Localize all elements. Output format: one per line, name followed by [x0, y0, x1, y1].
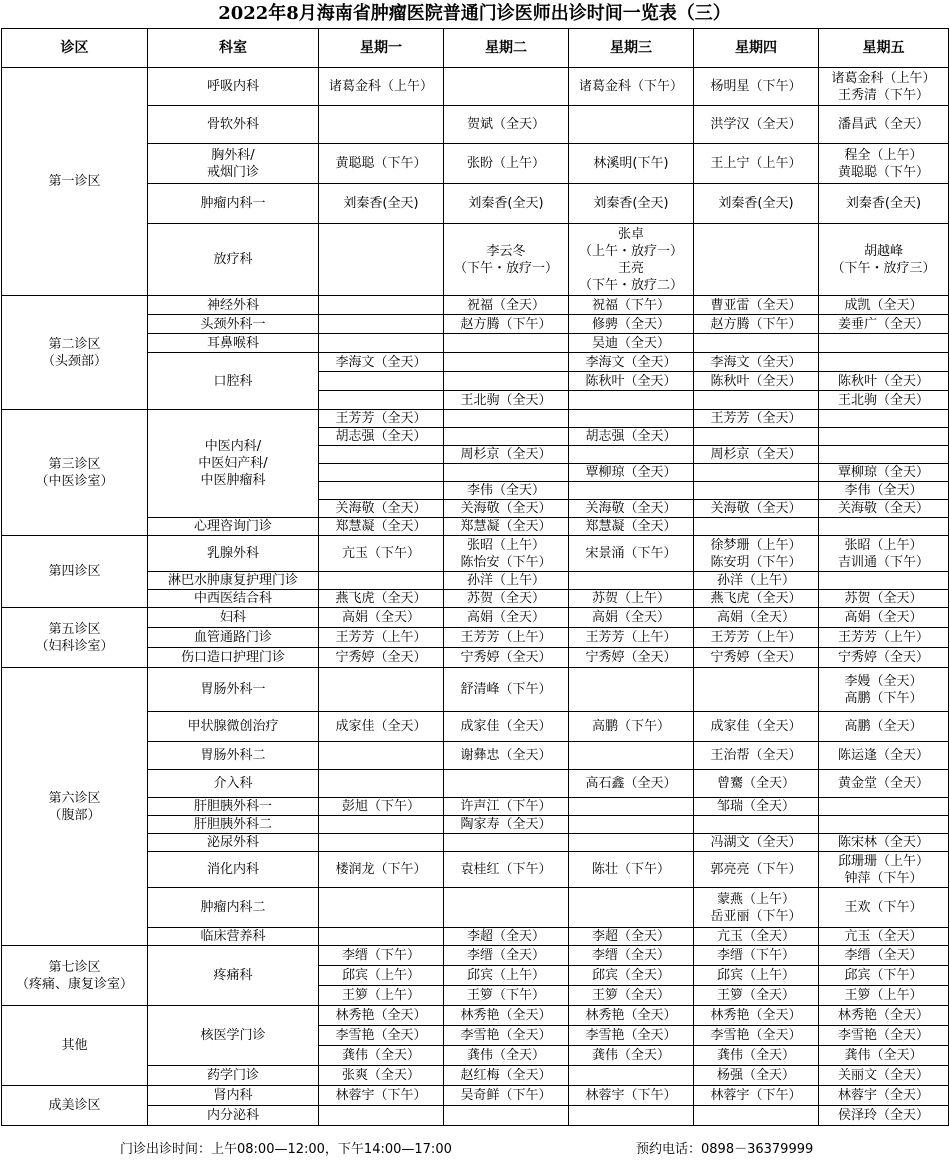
- doctor-cell: 吴迪（全天）: [569, 334, 694, 353]
- doctor-cell: 覃柳琼（全天）: [569, 464, 694, 482]
- doctor-cell: 邱宾（上午）: [319, 966, 444, 986]
- doctor-cell: [569, 410, 694, 428]
- department-cell: 泌尿外科: [148, 834, 319, 852]
- doctor-cell: [819, 518, 949, 536]
- doctor-cell: [319, 928, 444, 946]
- doctor-cell: 杨强（全天）: [694, 1066, 819, 1086]
- doctor-cell: 龚伟（全天）: [694, 1046, 819, 1066]
- doctor-cell: [569, 572, 694, 590]
- doctor-cell: 张卓 （上午・放疗一） 王亮 （下午・放疗二）: [569, 224, 694, 296]
- doctor-cell: 刘秦香(全天): [319, 184, 444, 224]
- department-cell: 放疗科: [148, 224, 319, 296]
- doctor-cell: [819, 572, 949, 590]
- table-row: [2, 296, 949, 315]
- doctor-cell: 张爽（全天）: [319, 1066, 444, 1086]
- department-cell: 胃肠外科一: [148, 668, 319, 712]
- doctor-cell: 邱宾（全天）: [569, 966, 694, 986]
- doctor-cell: 林秀艳（全天）: [694, 1006, 819, 1026]
- doctor-cell: 成家佳（全天）: [319, 712, 444, 742]
- doctor-cell: 周杉京（全天）: [444, 446, 569, 464]
- doctor-cell: 关丽文（全天）: [819, 1066, 949, 1086]
- doctor-cell: [319, 464, 444, 482]
- doctor-cell: 姜垂广（全天）: [819, 315, 949, 334]
- department-cell: 肿瘤内科二: [148, 888, 319, 928]
- doctor-cell: 李缙（全天）: [819, 946, 949, 966]
- zone-cell: 其他: [2, 1006, 148, 1086]
- doctor-cell: 成凯（全天）: [819, 296, 949, 315]
- doctor-cell: 苏贺（全天）: [819, 590, 949, 608]
- doctor-cell: [444, 464, 569, 482]
- doctor-cell: [819, 798, 949, 816]
- doctor-cell: 高娟（全天）: [569, 608, 694, 628]
- doctor-cell: 王欢（下午）: [819, 888, 949, 928]
- table-row: [2, 1006, 949, 1026]
- doctor-cell: 王箩（下午）: [444, 986, 569, 1006]
- header-friday: 星期五: [819, 29, 949, 68]
- department-cell: 口腔科: [148, 353, 319, 410]
- doctor-cell: 林蓉宇（全天）: [819, 1086, 949, 1106]
- doctor-cell: 楼润龙（下午）: [319, 852, 444, 888]
- doctor-cell: 亢玉（全天）: [819, 928, 949, 946]
- doctor-cell: 谢彝忠（全天）: [444, 742, 569, 770]
- doctor-cell: [319, 816, 444, 834]
- department-cell: 胸外科/ 戒烟门诊: [148, 144, 319, 184]
- zone-cell: 第四诊区: [2, 536, 148, 608]
- doctor-cell: 宁秀婷（全天）: [819, 648, 949, 668]
- doctor-cell: 邱宾（上午）: [694, 966, 819, 986]
- doctor-cell: 陈壮（下午）: [569, 852, 694, 888]
- doctor-cell: 王箩（上午）: [319, 986, 444, 1006]
- department-cell: 消化内科: [148, 852, 319, 888]
- department-cell: 中西医结合科: [148, 590, 319, 608]
- table-row: [2, 1086, 949, 1106]
- doctor-cell: 张盼（上午）: [444, 144, 569, 184]
- header-department: 科室: [148, 29, 319, 68]
- doctor-cell: 刘秦香(全天): [694, 184, 819, 224]
- doctor-cell: 赵红梅（全天）: [444, 1066, 569, 1086]
- doctor-cell: [319, 668, 444, 712]
- department-cell: 肾内科: [148, 1086, 319, 1106]
- doctor-cell: 冯湖文（全天）: [694, 834, 819, 852]
- doctor-cell: 覃柳琼（全天）: [819, 464, 949, 482]
- header-monday: 星期一: [319, 29, 444, 68]
- doctor-cell: [694, 391, 819, 410]
- header-zone: 诊区: [2, 29, 148, 68]
- doctor-cell: [319, 334, 444, 353]
- doctor-cell: [319, 106, 444, 144]
- zone-cell: 第五诊区 （妇科诊室）: [2, 608, 148, 668]
- doctor-cell: 高娟（全天）: [319, 608, 444, 628]
- header-wednesday: 星期三: [569, 29, 694, 68]
- doctor-cell: [569, 888, 694, 928]
- department-cell: 血管通路门诊: [148, 628, 319, 648]
- department-cell: 内分泌科: [148, 1106, 319, 1126]
- department-cell: 核医学门诊: [148, 1006, 319, 1066]
- doctor-cell: 孙洋（上午）: [694, 572, 819, 590]
- doctor-cell: 陈运逢（全天）: [819, 742, 949, 770]
- doctor-cell: [819, 446, 949, 464]
- doctor-cell: 李缙（全天）: [444, 946, 569, 966]
- doctor-cell: 刘秦香(全天): [444, 184, 569, 224]
- doctor-cell: 关海敬（全天）: [319, 500, 444, 518]
- doctor-cell: [819, 410, 949, 428]
- table-row: [2, 410, 949, 428]
- department-cell: 耳鼻喉科: [148, 334, 319, 353]
- doctor-cell: 舒清峰（下午）: [444, 668, 569, 712]
- doctor-cell: 赵方腾（下午）: [694, 315, 819, 334]
- doctor-cell: [819, 816, 949, 834]
- doctor-cell: [819, 334, 949, 353]
- doctor-cell: 苏贺（全天）: [444, 590, 569, 608]
- doctor-cell: [694, 482, 819, 500]
- doctor-cell: 李雪艳（全天）: [694, 1026, 819, 1046]
- doctor-cell: 王芳芳（全天）: [319, 410, 444, 428]
- doctor-cell: 郑慧凝（全天）: [319, 518, 444, 536]
- doctor-cell: 刘秦香(全天): [819, 184, 949, 224]
- doctor-cell: [444, 888, 569, 928]
- doctor-cell: [319, 224, 444, 296]
- department-cell: 骨软外科: [148, 106, 319, 144]
- doctor-cell: 龚伟（全天）: [444, 1046, 569, 1066]
- doctor-cell: 王治帮（全天）: [694, 742, 819, 770]
- department-cell: 妇科: [148, 608, 319, 628]
- doctor-cell: 李嫚（全天） 高鹏（下午）: [819, 668, 949, 712]
- doctor-cell: [444, 353, 569, 372]
- doctor-cell: 王箩（全天）: [569, 986, 694, 1006]
- doctor-cell: [569, 106, 694, 144]
- doctor-cell: [319, 834, 444, 852]
- doctor-cell: 陈秋叶（全天）: [819, 372, 949, 391]
- doctor-cell: 高鹏（全天）: [819, 712, 949, 742]
- doctor-cell: [319, 742, 444, 770]
- doctor-cell: 陈秋叶（全天）: [694, 372, 819, 391]
- doctor-cell: 宁秀婷（全天）: [319, 648, 444, 668]
- doctor-cell: 燕飞虎（全天）: [319, 590, 444, 608]
- doctor-cell: 李雪艳（全天）: [444, 1026, 569, 1046]
- doctor-cell: [569, 816, 694, 834]
- doctor-cell: 潘昌武（全天）: [819, 106, 949, 144]
- table-row: [2, 68, 949, 106]
- doctor-cell: 杨明星（下午）: [694, 68, 819, 106]
- doctor-cell: [319, 296, 444, 315]
- department-cell: 胃肠外科二: [148, 742, 319, 770]
- doctor-cell: 李海文（全天）: [694, 353, 819, 372]
- doctor-cell: 袁桂红（下午）: [444, 852, 569, 888]
- doctor-cell: 陈秋叶（全天）: [569, 372, 694, 391]
- doctor-cell: 邱珊珊（上午） 钟萍（下午）: [819, 852, 949, 888]
- doctor-cell: 王芳芳（上午）: [569, 628, 694, 648]
- doctor-cell: [694, 428, 819, 446]
- doctor-cell: 彭旭（下午）: [319, 798, 444, 816]
- doctor-cell: 王北驹（全天）: [819, 391, 949, 410]
- doctor-cell: 林溪明(下午): [569, 144, 694, 184]
- zone-cell: 第六诊区 （腹部）: [2, 668, 148, 946]
- doctor-cell: 高娟（全天）: [819, 608, 949, 628]
- doctor-cell: [444, 428, 569, 446]
- doctor-cell: 郑慧凝（全天）: [444, 518, 569, 536]
- doctor-cell: 程全（上午） 黄聪聪（下午）: [819, 144, 949, 184]
- doctor-cell: 许声江（下午）: [444, 798, 569, 816]
- doctor-cell: 刘秦香(全天): [569, 184, 694, 224]
- doctor-cell: 祝福（下午）: [569, 296, 694, 315]
- doctor-cell: [694, 518, 819, 536]
- doctor-cell: 胡志强（全天）: [319, 428, 444, 446]
- doctor-cell: [319, 1106, 444, 1126]
- doctor-cell: [319, 888, 444, 928]
- zone-cell: 第二诊区 （头颈部）: [2, 296, 148, 410]
- page-title: 2022年8月海南省肿瘤医院普通门诊医师出诊时间一览表（三）: [218, 3, 731, 24]
- doctor-cell: 李缙（下午）: [319, 946, 444, 966]
- doctor-cell: 张昭（上午） 吉训通（下午）: [819, 536, 949, 572]
- doctor-cell: 李伟（全天）: [819, 482, 949, 500]
- department-cell: 肿瘤内科一: [148, 184, 319, 224]
- doctor-cell: 李海文（全天）: [569, 353, 694, 372]
- zone-cell: 第一诊区: [2, 68, 148, 296]
- doctor-cell: 成家佳（全天）: [694, 712, 819, 742]
- doctor-cell: 高石鑫（全天）: [569, 770, 694, 798]
- doctor-cell: [694, 334, 819, 353]
- doctor-cell: 孙洋（上午）: [444, 572, 569, 590]
- department-cell: 神经外科: [148, 296, 319, 315]
- doctor-cell: 宋景涌（下午）: [569, 536, 694, 572]
- doctor-cell: 胡越峰 （下午・放疗三）: [819, 224, 949, 296]
- doctor-cell: 诸葛金科（上午） 王秀清（下午）: [819, 68, 949, 106]
- doctor-cell: 胡志强（全天）: [569, 428, 694, 446]
- doctor-cell: 王上宁（上午）: [694, 144, 819, 184]
- doctor-cell: 关海敬（全天）: [569, 500, 694, 518]
- doctor-cell: 宁秀婷（全天）: [694, 648, 819, 668]
- doctor-cell: [694, 816, 819, 834]
- doctor-cell: [444, 334, 569, 353]
- doctor-cell: 高鹏（下午）: [569, 712, 694, 742]
- doctor-cell: [569, 742, 694, 770]
- doctor-cell: 关海敬（全天）: [444, 500, 569, 518]
- department-cell: 头颈外科一: [148, 315, 319, 334]
- doctor-cell: 燕飞虎（全天）: [694, 590, 819, 608]
- doctor-cell: 黄聪聪（下午）: [319, 144, 444, 184]
- doctor-cell: 祝福（全天）: [444, 296, 569, 315]
- doctor-cell: 李雪艳（全天）: [819, 1026, 949, 1046]
- department-cell: 药学门诊: [148, 1066, 319, 1086]
- doctor-cell: 邹瑞（全天）: [694, 798, 819, 816]
- doctor-cell: 李雪艳（全天）: [569, 1026, 694, 1046]
- zone-cell: 成美诊区: [2, 1086, 148, 1126]
- doctor-cell: 洪学汉（全天）: [694, 106, 819, 144]
- doctor-cell: 李云冬 （下午・放疗一）: [444, 224, 569, 296]
- doctor-cell: [569, 446, 694, 464]
- doctor-cell: 邱宾（上午）: [444, 966, 569, 986]
- department-cell: 心理咨询门诊: [148, 518, 319, 536]
- doctor-cell: 陈宋林（全天）: [819, 834, 949, 852]
- department-cell: 肝胆胰外科一: [148, 798, 319, 816]
- doctor-cell: 张昭（上午） 陈怡安（下午）: [444, 536, 569, 572]
- doctor-cell: [694, 224, 819, 296]
- table-row: [2, 536, 949, 572]
- doctor-cell: 成家佳（全天）: [444, 712, 569, 742]
- doctor-cell: 王芳芳（上午）: [444, 628, 569, 648]
- doctor-cell: [444, 68, 569, 106]
- doctor-cell: 王箩（上午）: [819, 986, 949, 1006]
- doctor-cell: [569, 1106, 694, 1126]
- doctor-cell: 郭亮亮（下午）: [694, 852, 819, 888]
- doctor-cell: 赵方腾（下午）: [444, 315, 569, 334]
- clinic-hours: 门诊出诊时间：上午08:00—12:00，下午14:00—17:00: [120, 1142, 452, 1157]
- doctor-cell: 林秀艳（全天）: [569, 1006, 694, 1026]
- doctor-cell: 修骋（全天）: [569, 315, 694, 334]
- doctor-cell: 曹亚雷（全天）: [694, 296, 819, 315]
- department-cell: 淋巴水肿康复护理门诊: [148, 572, 319, 590]
- doctor-cell: [569, 798, 694, 816]
- doctor-cell: 林秀艳（全天）: [444, 1006, 569, 1026]
- table-row: [2, 608, 949, 628]
- doctor-cell: 诸葛金科（下午）: [569, 68, 694, 106]
- doctor-cell: [319, 482, 444, 500]
- doctor-cell: 贺斌（全天）: [444, 106, 569, 144]
- header-thursday: 星期四: [694, 29, 819, 68]
- doctor-cell: 龚伟（全天）: [319, 1046, 444, 1066]
- doctor-cell: 王北驹（全天）: [444, 391, 569, 410]
- appointment-phone: 预约电话：0898－36379999: [636, 1142, 814, 1157]
- schedule-body: [2, 68, 949, 1126]
- department-cell: 疼痛科: [148, 946, 319, 1006]
- doctor-cell: [694, 1106, 819, 1126]
- doctor-cell: 苏贺（上午）: [569, 590, 694, 608]
- doctor-cell: 林蓉宇（下午）: [694, 1086, 819, 1106]
- department-cell: 介入科: [148, 770, 319, 798]
- doctor-cell: 林秀艳（全天）: [819, 1006, 949, 1026]
- table-row: [2, 668, 949, 712]
- doctor-cell: 关海敬（全天）: [819, 500, 949, 518]
- doctor-cell: 李伟（全天）: [444, 482, 569, 500]
- doctor-cell: 侯泽玲（全天）: [819, 1106, 949, 1126]
- doctor-cell: 李缙（全天）: [569, 946, 694, 966]
- doctor-cell: 陶家寿（全天）: [444, 816, 569, 834]
- doctor-cell: [444, 834, 569, 852]
- doctor-cell: 李缙（下午）: [694, 946, 819, 966]
- doctor-cell: 高娟（全天）: [444, 608, 569, 628]
- doctor-cell: 王芳芳（上午）: [819, 628, 949, 648]
- schedule-table: [1, 28, 949, 1126]
- doctor-cell: [319, 572, 444, 590]
- doctor-cell: 李雪艳（全天）: [319, 1026, 444, 1046]
- doctor-cell: 邱宾（下午）: [819, 966, 949, 986]
- doctor-cell: [819, 353, 949, 372]
- doctor-cell: 龚伟（全天）: [569, 1046, 694, 1066]
- doctor-cell: 龚伟（全天）: [819, 1046, 949, 1066]
- doctor-cell: 黄金堂（全天）: [819, 770, 949, 798]
- department-cell: 乳腺外科: [148, 536, 319, 572]
- department-cell: 伤口造口护理门诊: [148, 648, 319, 668]
- doctor-cell: 吴奇鲜（下午）: [444, 1086, 569, 1106]
- doctor-cell: 宁秀婷（全天）: [444, 648, 569, 668]
- doctor-cell: [319, 315, 444, 334]
- department-cell: 中医内科/ 中医妇产科/ 中医肿瘤科: [148, 410, 319, 518]
- doctor-cell: [444, 1106, 569, 1126]
- doctor-cell: [569, 668, 694, 712]
- doctor-cell: [319, 391, 444, 410]
- doctor-cell: 诸葛金科（上午）: [319, 68, 444, 106]
- department-cell: 肝胆胰外科二: [148, 816, 319, 834]
- doctor-cell: 李超（全天）: [444, 928, 569, 946]
- doctor-cell: [319, 372, 444, 391]
- doctor-cell: [569, 834, 694, 852]
- footer: [0, 1132, 949, 1168]
- department-cell: 临床营养科: [148, 928, 319, 946]
- doctor-cell: 王芳芳（上午）: [319, 628, 444, 648]
- header-tuesday: 星期二: [444, 29, 569, 68]
- doctor-cell: [444, 770, 569, 798]
- zone-cell: 第七诊区 （疼痛、康复诊室）: [2, 946, 148, 1006]
- doctor-cell: 李超（全天）: [569, 928, 694, 946]
- doctor-cell: 蒙燕（上午） 岳亚丽（下午）: [694, 888, 819, 928]
- doctor-cell: 亢玉（全天）: [694, 928, 819, 946]
- doctor-cell: [319, 446, 444, 464]
- header-row: [2, 29, 949, 68]
- doctor-cell: 高娟（全天）: [694, 608, 819, 628]
- department-cell: 甲状腺微创治疗: [148, 712, 319, 742]
- doctor-cell: [569, 1066, 694, 1086]
- doctor-cell: [694, 464, 819, 482]
- doctor-cell: 郑慧凝（全天）: [569, 518, 694, 536]
- doctor-cell: [694, 668, 819, 712]
- doctor-cell: 王芳芳（全天）: [694, 410, 819, 428]
- doctor-cell: 徐梦珊（上午） 陈安玥（下午）: [694, 536, 819, 572]
- doctor-cell: [569, 391, 694, 410]
- doctor-cell: [569, 482, 694, 500]
- doctor-cell: [444, 372, 569, 391]
- doctor-cell: 王箩（全天）: [694, 986, 819, 1006]
- doctor-cell: 关海敬（全天）: [694, 500, 819, 518]
- table-row: [2, 946, 949, 966]
- doctor-cell: [819, 428, 949, 446]
- doctor-cell: 李海文（全天）: [319, 353, 444, 372]
- doctor-cell: 王芳芳（上午）: [694, 628, 819, 648]
- doctor-cell: 周杉京（全天）: [694, 446, 819, 464]
- doctor-cell: [444, 410, 569, 428]
- doctor-cell: 林蓉宇（下午）: [569, 1086, 694, 1106]
- doctor-cell: 林秀艳（全天）: [319, 1006, 444, 1026]
- zone-cell: 第三诊区 （中医诊室）: [2, 410, 148, 536]
- doctor-cell: 林蓉宇（下午）: [319, 1086, 444, 1106]
- department-cell: 呼吸内科: [148, 68, 319, 106]
- doctor-cell: 亢玉（下午）: [319, 536, 444, 572]
- doctor-cell: 宁秀婷（全天）: [569, 648, 694, 668]
- doctor-cell: 曾騫（全天）: [694, 770, 819, 798]
- doctor-cell: [319, 770, 444, 798]
